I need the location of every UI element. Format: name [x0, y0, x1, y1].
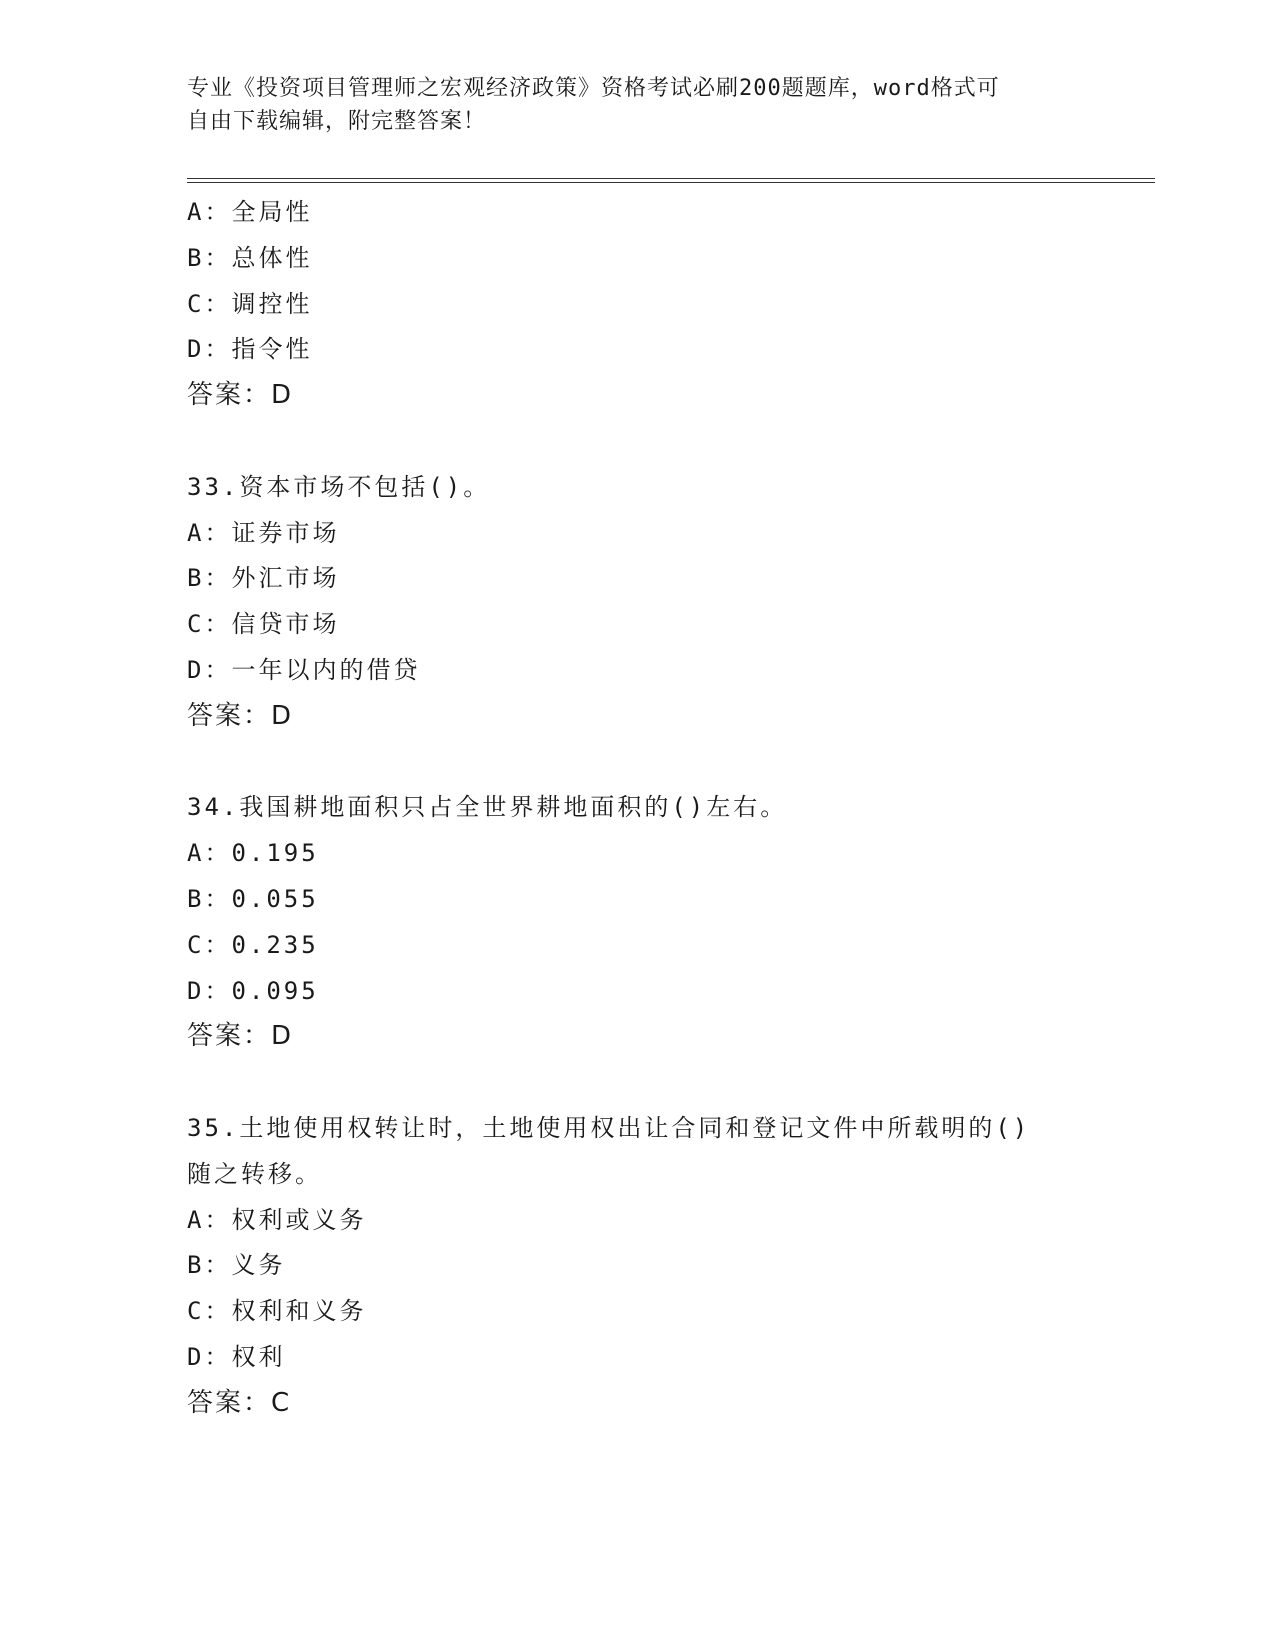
option-b: B：总体性 [187, 243, 313, 272]
option-d: D：指令性 [187, 335, 313, 364]
question-33 [187, 465, 1087, 740]
option-b: B：义务 [187, 1251, 286, 1280]
document-header [187, 72, 1087, 138]
question-text-line-1: 35.土地使用权转让时，土地使用权出让合同和登记文件中所载明的() [187, 1113, 1031, 1142]
option-b: B：0.055 [187, 884, 319, 913]
option-c: C：信贷市场 [187, 610, 340, 639]
question-text: 34.我国耕地面积只占全世界耕地面积的()左右。 [187, 793, 788, 822]
answer: 答案：D [187, 1021, 294, 1052]
option-b: B：外汇市场 [187, 564, 340, 593]
question-text-line-2: 随之转移。 [187, 1159, 322, 1188]
header-divider [187, 178, 1155, 183]
question-35 [187, 1106, 1087, 1427]
option-c: C：0.235 [187, 930, 319, 959]
header-line-1: 专业《投资项目管理师之宏观经济政策》资格考试必刷200题题库，word格式可 [187, 76, 1000, 101]
option-a: A：权利或义务 [187, 1205, 367, 1234]
option-c: C：调控性 [187, 289, 313, 318]
question-list [187, 190, 1087, 1427]
answer: 答案：C [187, 1387, 292, 1418]
answer: 答案：D [187, 700, 294, 731]
question-34 [187, 785, 1087, 1060]
answer: 答案：D [187, 380, 294, 411]
option-a: A：证券市场 [187, 518, 340, 547]
option-c: C：权利和义务 [187, 1297, 367, 1326]
option-a: A：全局性 [187, 198, 313, 226]
option-d: D：0.095 [187, 976, 319, 1005]
option-d: D：一年以内的借贷 [187, 655, 421, 684]
question-text: 33.资本市场不包括()。 [187, 472, 491, 501]
option-a: A：0.195 [187, 839, 319, 868]
option-d: D：权利 [187, 1342, 286, 1371]
question-32 [187, 190, 1087, 419]
header-line-2: 自由下载编辑，附完整答案！ [187, 109, 487, 134]
